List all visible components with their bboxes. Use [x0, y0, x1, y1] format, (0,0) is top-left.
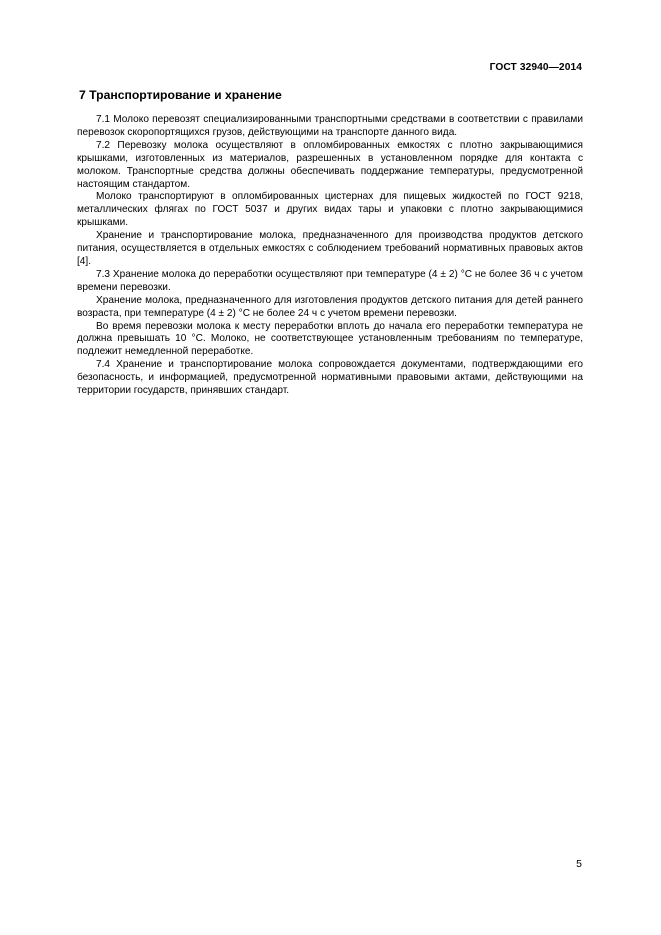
paragraph-7-3-transport-temp: Во время перевозки молока к месту переработки вплоть до начала его переработки температура не должна превышать 10 °С. Молоко, не соответствующее установленным требованиям по температуре, подлежит немедленной переработке. — [77, 320, 583, 358]
paragraph-7-2: 7.2 Перевозку молока осуществляют в опломбированных емкостях с плотно закрывающимися крышками, изготовленных из материалов, разрешенных в установленном порядке для контакта с молоком. Транспортные средства должны обеспечивать поддержание температуры, предусмотренной настоящим стандартом. — [77, 139, 583, 190]
section-body — [77, 114, 583, 398]
paragraph-7-2-containers: Молоко транспортируют в опломбированных цистернах для пищевых жидкостей по ГОСТ 9218, металлических флягах по ГОСТ 5037 и других видах тары и упаковки с плотно закрывающимися крышками. — [77, 191, 583, 229]
paragraph-7-2-baby-food: Хранение и транспортирование молока, предназначенного для производства продуктов детского питания, осуществляется в отдельных емкостях с соблюдением требований нормативных правовых актов [4]. — [77, 230, 583, 267]
paragraph-7-3: 7.3 Хранение молока до переработки осуществляют при температуре (4 ± 2) °С не более 36 ч с учетом времени перевозки. — [77, 268, 583, 293]
paragraph-7-3-baby-food: Хранение молока, предназначенного для изготовления продуктов детского питания для детей раннего возраста, при температуре (4 ± 2) °С не более 24 ч с учетом времени перевозки. — [77, 294, 583, 319]
page-number: 5 — [576, 858, 582, 870]
paragraph-7-4: 7.4 Хранение и транспортирование молока сопровождается документами, подтверждающими его безопасность, и информацией, предусмотренной нормативными правовыми актами, действующими на территории государств, принявших стандарт. — [77, 359, 583, 397]
section-title: 7 Транспортирование и хранение — [79, 88, 282, 102]
document-code: ГОСТ 32940—2014 — [489, 62, 582, 73]
paragraph-7-1: 7.1 Молоко перевозят специализированными транспортными средствами в соответствии с правилами перевозок скоропортящихся грузов, действующими на транспорте данного вида. — [77, 114, 583, 138]
